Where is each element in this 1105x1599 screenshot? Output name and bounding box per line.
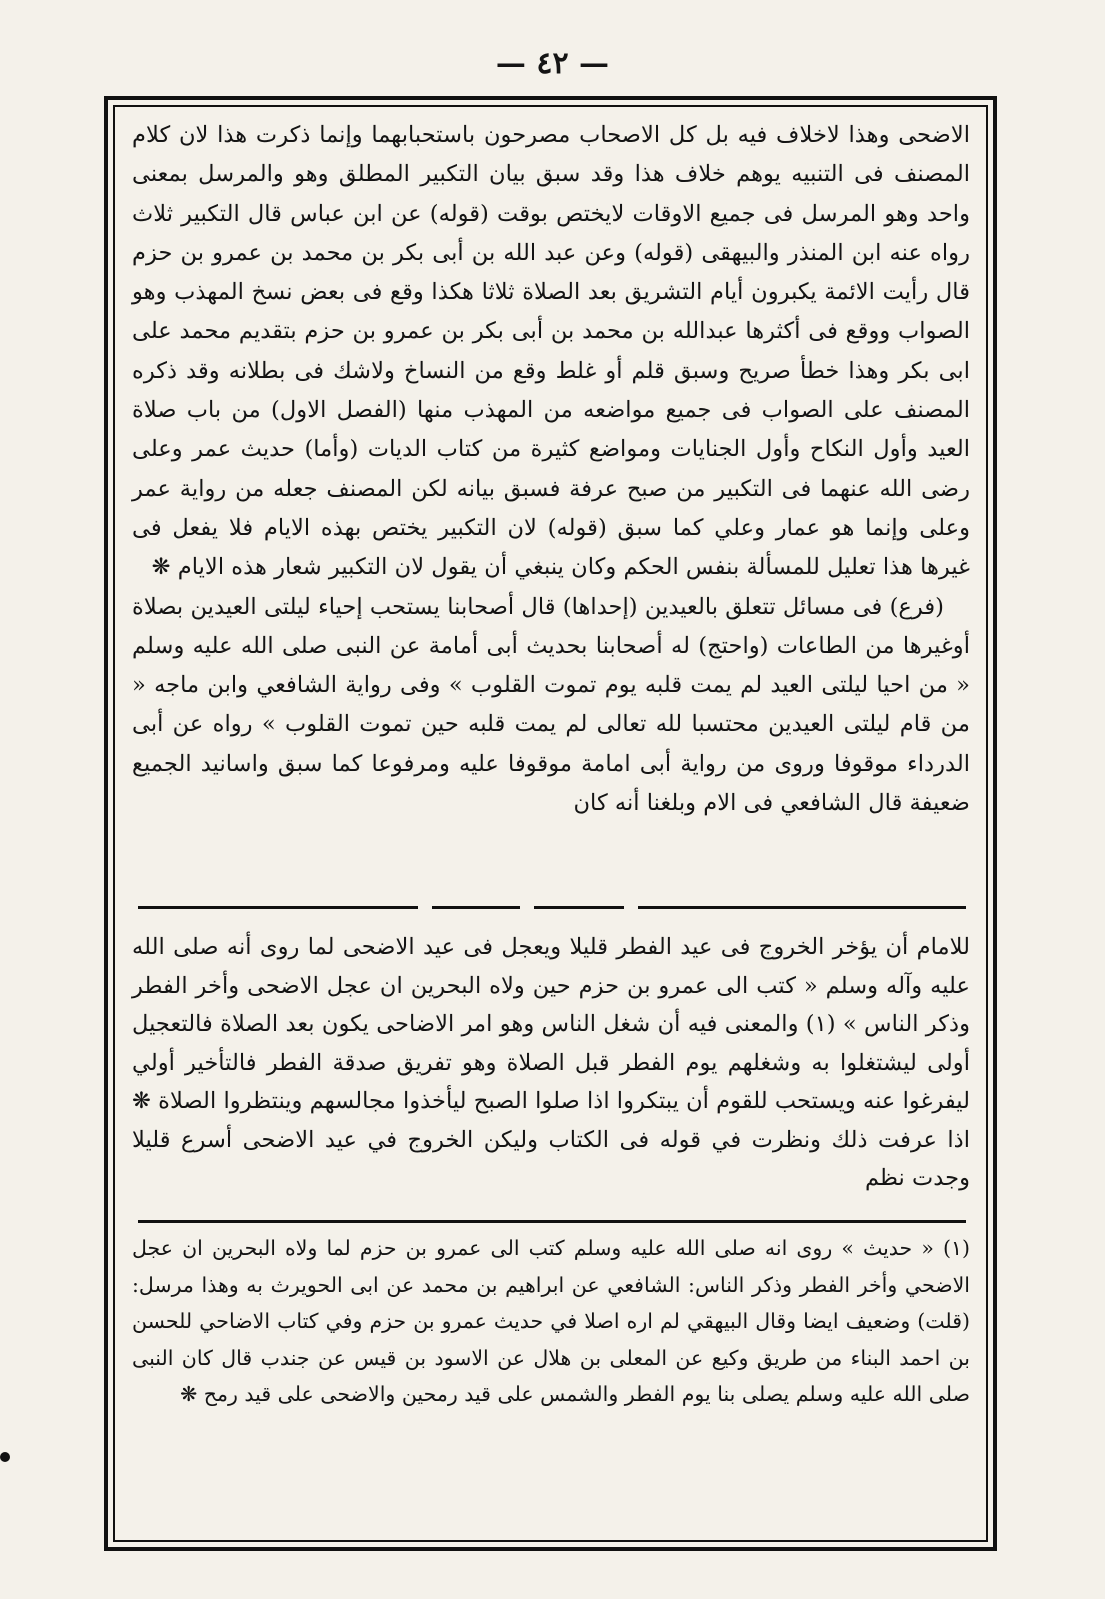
- main-paragraph: الاضحى وهذا لاخلاف فيه بل كل الاصحاب مصرحون باستحبابهما وإنما ذكرت هذا لان كلام المصنف فى التنبيه يوهم خلاف هذا وقد سبق بيان التكبير المطلق وهو والمرسل بمعنى واحد وهو المرسل فى جميع الاوقات لايختص بوقت (قوله) عن ابن عباس قال التكبير ثلاث رواه عنه ابن المنذر والبيهقى (قوله) وعن عبد الله بن أبى بكر بن محمد بن عمرو بن حزم قال رأيت الائمة يكبرون أيام التشريق بعد الصلاة ثلاثا هكذا وقع فى بعض نسخ المهذب وهو الصواب ووقع فى أكثرها عبدالله بن محمد بن أبى بكر بن عمرو بن حزم بتقديم محمد على ابى بكر وهذا خطأ صريح وسبق قلم أو غلط وقع من النساخ ولاشك فى بطلانه وقد ذكره المصنف على الصواب فى جميع مواضعه من المهذب منها (الفصل الاول) من باب صلاة العيد وأول النكاح وأول الجنايات ومواضع كثيرة من كتاب الديات (وأما) حديث عمر وعلى رضى الله عنهما فى التكبير من صبح عرفة فسبق بيانه لكن المصنف جعله من رواية عمر وعلى وإنما هو عمار وعلي كما سبق (قوله) لان التكبير يختص بهذه الايام فلا يفعل فى غيرها هذا تعليل للمسألة بنفس الحكم وكان ينبغي أن يقول لان التكبير شعار هذه الايام ❋: [132, 122, 970, 581]
- separator-rule: [534, 906, 624, 909]
- ink-smudge: [0, 1452, 10, 1462]
- separator-rule: [138, 906, 418, 909]
- commentary-text: [126, 928, 976, 1203]
- separator-rule: [138, 1220, 966, 1223]
- main-text: [126, 116, 976, 896]
- footnote-paragraph: (١) « حديث » روى انه صلى الله عليه وسلم كتب الى عمرو بن حزم لما ولاه البحرين ان عجل الاضحي وأخر الفطر وذكر الناس: الشافعي عن ابراهيم بن محمد عن ابى الحويرث به وهذا مرسل: (قلت) وضعيف ايضا وقال البيهقي لم اره اصلا في حديث عمرو بن حزم وفي كتاب الاضاحي للحسن بن احمد البناء من طريق وكيع عن المعلى بن هلال عن الاسود بن قيس عن جندب قال كان النبى صلى الله عليه وسلم يصلى بنا يوم الفطر والشمس على قيد رمحين والاضحى على قيد رمح ❋: [132, 1236, 970, 1406]
- footnote-text: [126, 1230, 976, 1532]
- commentary-paragraph: للامام أن يؤخر الخروج فى عيد الفطر قليلا ويعجل فى عيد الاضحى لما روى أنه صلى الله عليه وآله وسلم « كتب الى عمرو بن حزم حين ولاه البحرين ان عجل الاضحى وأخر الفطر وذكر الناس » (١) والمعنى فيه أن شغل الناس وهو امر الاضاحى يكون بعد الصلاة فالتعجيل أولى ليشتغلوا به وشغلهم يوم الفطر قبل الصلاة وهو تفريق صدقة الفطر فالتأخير أولي ليفرغوا عنه ويستحب للقوم أن يبتكروا اذا صلوا الصبح ليأخذوا مجالسهم وينتظروا الصلاة ❋ اذا عرفت ذلك ونظرت في قوله فى الكتاب وليكن الخروج في عيد الاضحى أسرع قليلا وجدت نظم: [132, 934, 970, 1191]
- separator-rule: [638, 906, 966, 909]
- main-paragraph: (فرع) فى مسائل تتعلق بالعيدين (إحداها) قال أصحابنا يستحب إحياء ليلتى العيدين بصلاة أوغيرها من الطاعات (واحتج) له أصحابنا بحديث أبى أمامة عن النبى صلى الله عليه وسلم « من احيا ليلتى العيد لم يمت قلبه يوم تموت القلوب » وفى رواية الشافعي وابن ماجه « من قام ليلتى العيدين محتسبا لله تعالى لم يمت قلبه حين تموت القلوب » رواه عن أبى الدرداء موقوفا وروى من رواية أبى امامة موقوفا عليه ومرفوعا كما سبق واسانيد الجميع ضعيفة قال الشافعي فى الام وبلغنا أنه كان: [132, 593, 970, 817]
- page-number: — ٤٢ —: [495, 46, 610, 81]
- separator-rule: [432, 906, 520, 909]
